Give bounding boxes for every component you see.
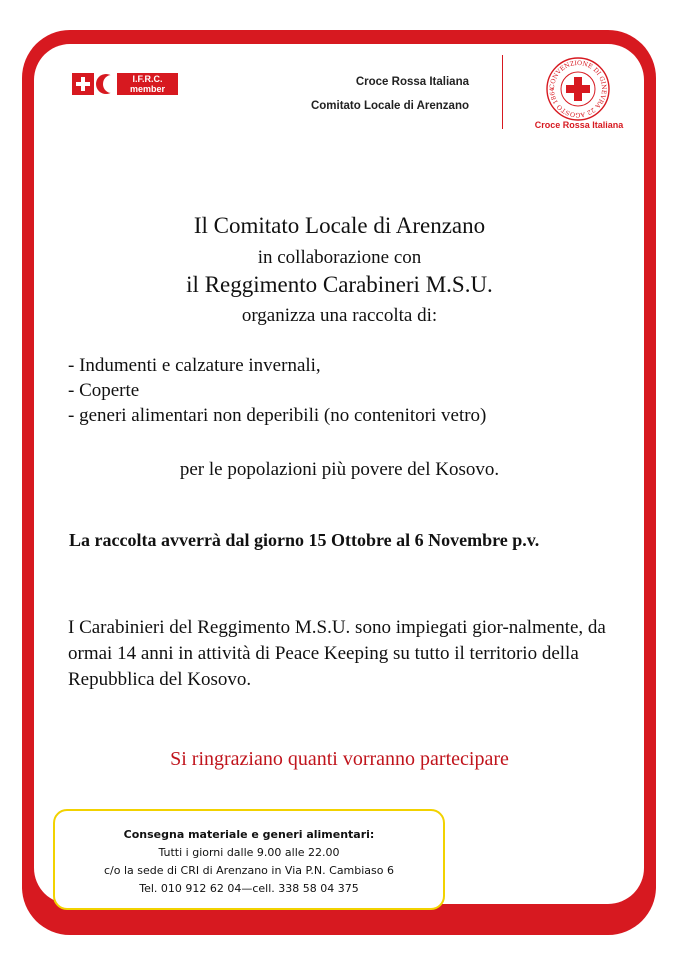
header-divider	[502, 55, 503, 129]
red-crescent-icon	[96, 74, 116, 94]
title-line-4: organizza una raccolta di:	[241, 305, 438, 326]
emblem-caption: Croce Rossa Italiana	[534, 120, 624, 130]
list-item: - Indumenti e calzature invernali,	[68, 355, 321, 376]
list-item: - Coperte	[68, 380, 140, 401]
title-line-1: Il Comitato Locale di Arenzano	[193, 213, 486, 238]
title-line-3: il Reggimento Carabineri M.S.U.	[186, 272, 493, 297]
org-committee: Comitato Locale di Arenzano	[310, 100, 469, 112]
ifrc-member-badge: I.F.R.C. member	[117, 73, 178, 95]
emblem-ring-text: CONVENZIONE DI GINEVRA 22 AGOSTO 1864	[548, 59, 608, 119]
header-org	[311, 76, 469, 124]
collection-list	[68, 353, 486, 428]
description-paragraph: I Carabinieri del Reggimento M.S.U. sono impiegati gior-nalmente, da ormai 14 anni in attività di Peace Keeping su tutto il territorio della Repubblica del Kosovo.	[68, 617, 606, 690]
notice-hours: Tutti i giorni dalle 9.00 alle 22.00	[158, 846, 340, 859]
thanks-line: Si ringraziano quanti vorranno partecipare	[170, 748, 509, 770]
org-name: Croce Rossa Italiana	[355, 76, 469, 88]
beneficiaries-line: per le popolazioni più povere del Kosovo.	[179, 459, 500, 480]
cri-emblem-icon	[545, 56, 611, 122]
delivery-notice-box	[53, 809, 445, 910]
ifrc-logo	[72, 73, 178, 95]
notice-heading: Consegna materiale e generi alimentari:	[123, 828, 375, 841]
collection-dates: La raccolta avverrà dal giorno 15 Ottobre al 6 Novembre p.v.	[69, 530, 540, 550]
title-line-2: in collaborazione con	[257, 247, 422, 268]
notice-address: c/o la sede di CRI di Arenzano in Via P.N. Cambiaso 6	[103, 864, 395, 877]
notice-phone: Tel. 010 912 62 04—cell. 338 58 04 375	[139, 882, 359, 895]
red-cross-icon	[72, 73, 94, 95]
list-item: - generi alimentari non deperibili (no contenitori vetro)	[68, 405, 487, 426]
